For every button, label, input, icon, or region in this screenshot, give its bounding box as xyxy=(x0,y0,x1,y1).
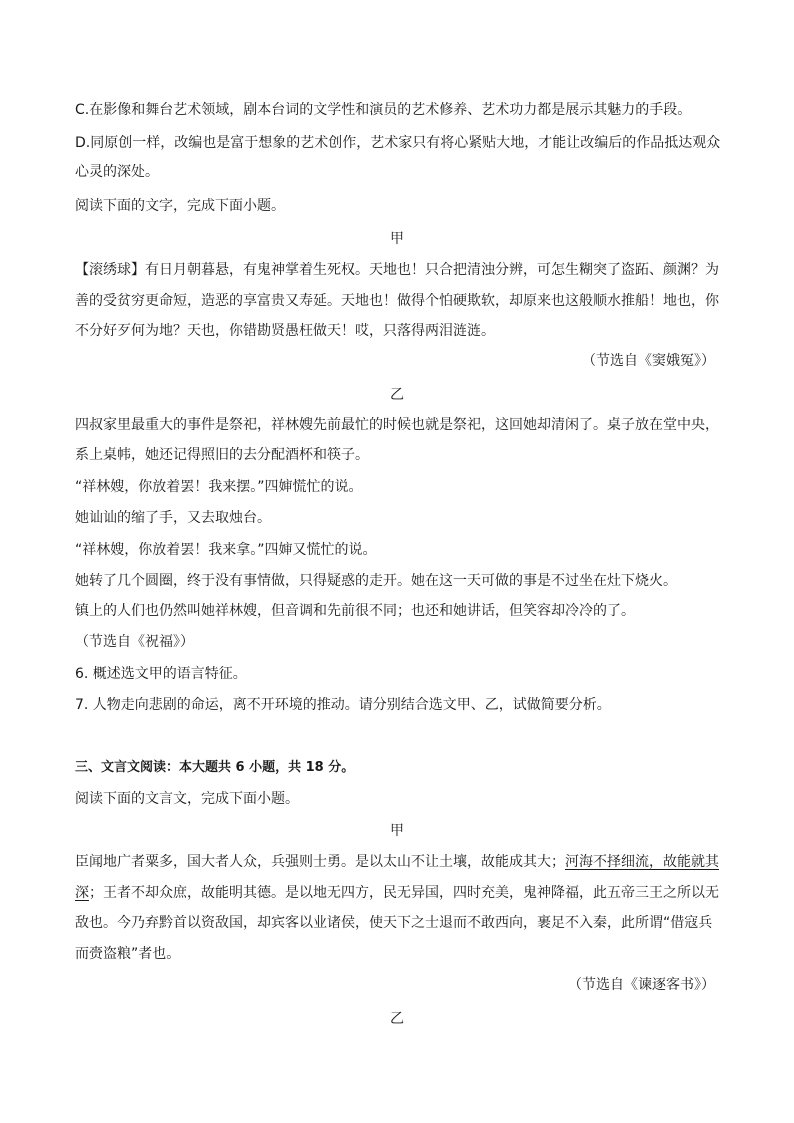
zhufu-line-5: “祥林嫂，你放着罢！我来拿。”四婶又慌忙的说。 xyxy=(75,542,377,558)
option-d-line-2: 心灵的深处。 xyxy=(75,164,159,180)
zhufu-line-7: 镇上的人们也仍然叫她祥林嫂，但音调和先前很不同；也还和她讲话，但笑容却冷冷的了。 xyxy=(75,603,635,619)
reading-instruction: 阅读下面的文字，完成下面小题。 xyxy=(75,198,285,214)
classical-line-1-text: 臣闻地广者粟多，国大者人众，兵强则士勇。是以太山不让土壤，故能成其大； xyxy=(75,854,565,870)
gunxiuqiu-line-2: 善的受贫穷更命短，造恶的享富贵又寿延。天地也！做得个怕硬欺软，却原来也这般顺水推船！地也，你 xyxy=(75,293,719,309)
source-jianzhukeshu: （节选自《谏逐客书》） xyxy=(568,977,715,993)
option-d-line-1: D.同原创一样，改编也是富于想象的艺术创作，艺术家只有将心紧贴大地，才能让改编后的作品抵达观众 xyxy=(75,135,721,151)
zhufu-line-1: 四叔家里最重大的事件是祭祀，祥林嫂先前最忙的时候也就是祭祀，这回她却清闲了。桌子放在堂中央， xyxy=(75,417,719,433)
classical-line-4: 而赍盗粮”者也。 xyxy=(75,946,181,962)
classical-line-2-text: ；王者不却众庶，故能明其德。是以地无四方，民无异国，四时充美，鬼神降福，此五帝三王之所以无 xyxy=(89,885,719,901)
question-6: 6. 概述选文甲的语言特征。 xyxy=(75,666,247,682)
zhufu-line-2: 系上桌帏，她还记得照旧的去分配酒杯和筷子。 xyxy=(75,447,369,463)
classical-line-2 xyxy=(75,883,725,903)
underlined-phrase-part-1: 河海不择细流，故能就其 xyxy=(565,854,719,870)
option-c: C.在影像和舞台艺术领域，剧本台词的文学性和演员的艺术修养、艺术功力都是展示其魅力的手段。 xyxy=(75,102,692,118)
gunxiuqiu-line-3: 不分好歹何为地？天也，你错勘贤愚枉做天！哎，只落得两泪涟涟。 xyxy=(75,323,495,339)
zhufu-line-6: 她转了几个圆圈，终于没有事情做，只得疑惑的走开。她在这一天可做的事是不过坐在灶下烧火。 xyxy=(75,573,677,589)
classical-line-3: 敌也。今乃弃黔首以资敌国，却宾客以业诸侯，使天下之士退而不敢西向，裹足不入秦，此所谓“借寇兵 xyxy=(75,915,713,931)
source-zhufu: （节选自《祝福》） xyxy=(75,634,194,650)
section-3-title: 三、文言文阅读：本大题共 6 小题，共 18 分。 xyxy=(75,760,355,775)
heading-yi: 乙 xyxy=(390,387,404,403)
source-dou-e-yuan: （节选自《窦娥冤》） xyxy=(582,353,715,369)
heading-yi-2: 乙 xyxy=(390,1011,404,1027)
zhufu-line-4: 她讪讪的缩了手，又去取烛台。 xyxy=(75,510,271,526)
heading-jia-2: 甲 xyxy=(390,823,404,839)
gunxiuqiu-line-1: 【滚绣球】有日月朝暮悬，有鬼神掌着生死权。天地也！只合把清浊分辨，可怎生糊突了盗跖、颜渊？为 xyxy=(75,262,719,278)
underlined-phrase-part-2: 深 xyxy=(75,885,89,901)
zhufu-line-3: “祥林嫂，你放着罢！我来摆。”四婶慌忙的说。 xyxy=(75,479,363,495)
heading-jia: 甲 xyxy=(390,231,404,247)
classical-line-1 xyxy=(75,852,725,872)
classical-instruction: 阅读下面的文言文，完成下面小题。 xyxy=(75,791,299,807)
question-7: 7. 人物走向悲剧的命运，离不开环境的推动。请分别结合选文甲、乙，试做简要分析。 xyxy=(75,697,611,713)
